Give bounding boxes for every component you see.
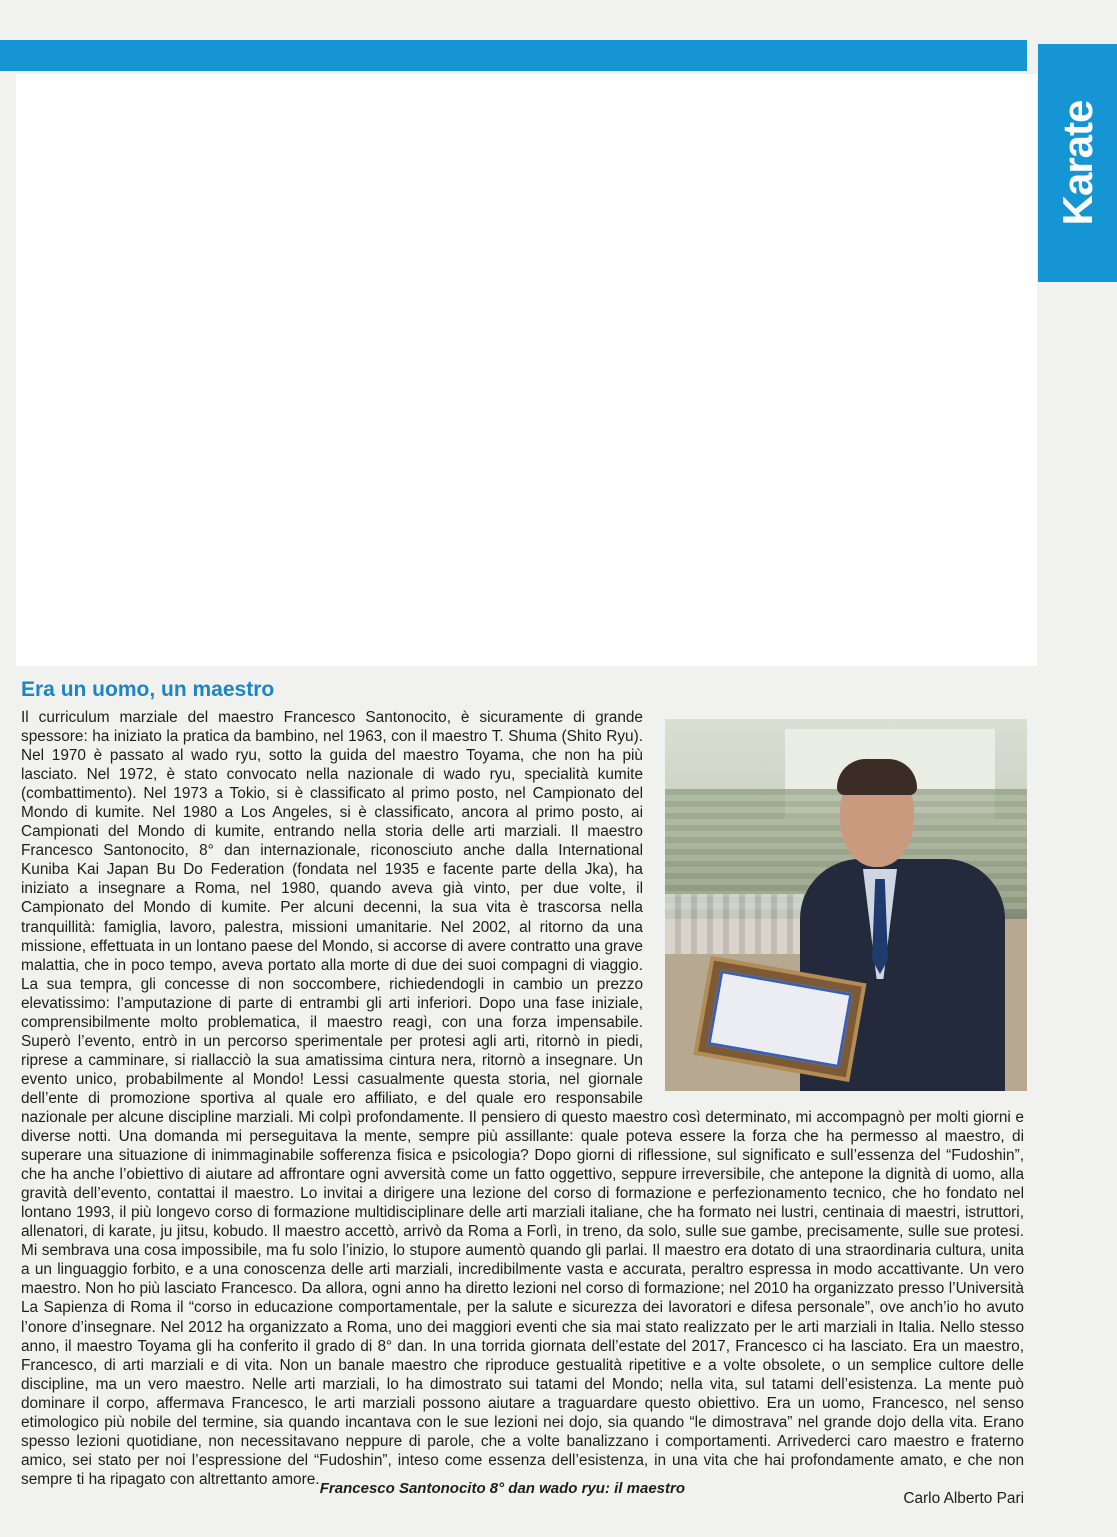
author-signature: Carlo Alberto Pari <box>903 1489 1024 1507</box>
section-tab <box>1038 44 1117 282</box>
article-headline: Era un uomo, un maestro <box>21 678 275 701</box>
article-body <box>21 708 1024 1508</box>
section-label: Karate <box>1053 100 1101 226</box>
lead-photo <box>16 74 1037 666</box>
photo-caption: Francesco Santonocito 8° dan wado ryu: il maestro <box>319 1480 685 1497</box>
header-accent-bar <box>0 40 1027 71</box>
article-text: Il curriculum marziale del maestro Francesco Santonocito, è sicuramente di grande spessore: ha iniziato la pratica da bambino, nel 1963, con il maestro T. Shuma (Shito Ryu). Nel 1970 è passato al wado ryu, sotto la guida del maestro Toyama, che non ha più lasciato. Nel 1972, è stato convocato nella nazionale di wado ryu, specialità kumite (combattimento). Nel 1973 a Tokio, si è classificato al primo posto, nel Campionato del Mondo di kumite. Nel 1980 a Los Angeles, si è classificato, ancora al primo posto, ai Campionati del Mondo di kumite, entrando nella storia delle arti marziali. Il maestro Francesco Santonocito, 8° dan internazionale, riconosciuto anche dalla International Kuniba Kai Japan Bu Do Federation (fondata nel 1935 e facente parte della Jka), ha iniziato a insegnare a Roma, nel 1980, quando aveva già vinto, per due volte, il Campionato del Mondo di kumite. Per alcuni decenni, la sua vita è trascorsa nella tranquillità: famiglia, lavoro, palestra, missioni umanitarie. Nel 2002, al ritorno da una missione, effettuata in un lontano paese del Mondo, si accorse di avere contratto una grave malattia, che in poco tempo, aveva portato alla morte di due dei suoi compagni di viaggio. La sua tempra, gli concesse di non soccombere, richiedendogli in cambio un prezzo elevatissimo: l’amputazione di parte di entrambi gli arti inferiori. Dopo una fase iniziale, comprensibilmente molto problematica, il maestro reagì, con una forza impensabile. Superò l’evento, entrò in un percorso sperimentale per protesi agli arti, ritornò in piedi, riprese a camminare, si riallacciò la sua amatissima cintura nera, ritornò a insegnare. Un evento unico, probabilmente al Mondo! Lessi casualmente questa storia, nel giornale dell’ente di promozione sportiva al quale ero affiliato, e del quale ero responsabile nazionale per alcune discipline marziali. Mi colpì profondamente. Il pensiero di questo maestro così determinato, mi accompagnò per molti giorni e diverse notti. Una domanda mi perseguitava la mente, sempre più assillante: quale poteva essere la forza che ha permesso al maestro, di superare una situazione di inimmaginabile sofferenza fisica e psicologia? Dopo giorni di riflessione, sul significato e sull’essenza del “Fudoshin”, che ha anche l’obiettivo di aiutare ad affrontare ogni avversità come un fatto oggettivo, seppure irreversibile, che antepone la dignità di uomo, alla gravità dell’evento, contattai il maestro. Lo invitai a dirigere una lezione del corso di formazione e perfezionamento tecnico, che ho fondato nel lontano 1993, il più longevo corso di formazione multidisciplinare delle arti marziali italiane, che ha formato nei lustri, centinaia di maestri, istruttori, allenatori, di karate, ju jitsu, kobudo. Il maestro accettò, arrivò da Roma a Forlì, in treno, da solo, sulle sue gambe, precisamente, sulle sue protesi. Mi sembrava una cosa impossibile, ma fu solo l’inizio, lo stupore aumentò quando gli parlai. Il maestro era dotato di una straordinaria cultura, unita a un linguaggio forbito, e a una conoscenza delle arti marziali, incredibilmente vasta e accurata, peraltro espressa in modo accattivante. Un vero maestro. Non ho più lasciato Francesco. Da allora, ogni anno ha diretto lezioni nel corso di formazione; nel 2010 ha organizzato presso l’Università La Sapienza di Roma il “corso in educazione comportamentale, per la salute e sicurezza dei lavoratori e difesa personale”, ove anch’io ho avuto l’onore d’insegnare. Nel 2012 ha organizzato a Roma, uno dei maggiori eventi che sia mai stato realizzato per le arti marziali in Italia. Nello stesso anno, il maestro Toyama gli ha conferito il grado di 8° dan. In una torrida giornata dell’estate del 2017, Francesco ci ha lasciato. Era un maestro, Francesco, di arti marziali e di vita. Non un banale maestro che riproduce gestualità ripetitive e a volte obsolete, o un semplice cultore delle discipline, ma un vero maestro. Nelle arti marziali, lo ha dimostrato sui tatami del Mondo; nella vita, sul tatami dell’esistenza. La mente può dominare il corpo, affermava Francesco, le arti marziali possono aiutare a traguardare questo obiettivo. Era un uomo, Francesco, nel senso etimologico più nobile del termine, sia quando incantava con le sue lezioni nei dojo, sia quando “le dimostrava” nel grande dojo della vita. Erano spesso lezioni quotidiane, non necessitavano neppure di parole, che a volte banalizzano i comportamenti. Arrivederci caro maestro e fraterno amico, sei stato per noi l’espressione del “Fudoshin”, inteso come essenza dell’esistenza, in una vita che hai profondamente amato, e che non sempre ti ha ripagato con altrettanto amore. <box>21 709 1024 1488</box>
portrait-photo <box>665 719 1027 1091</box>
